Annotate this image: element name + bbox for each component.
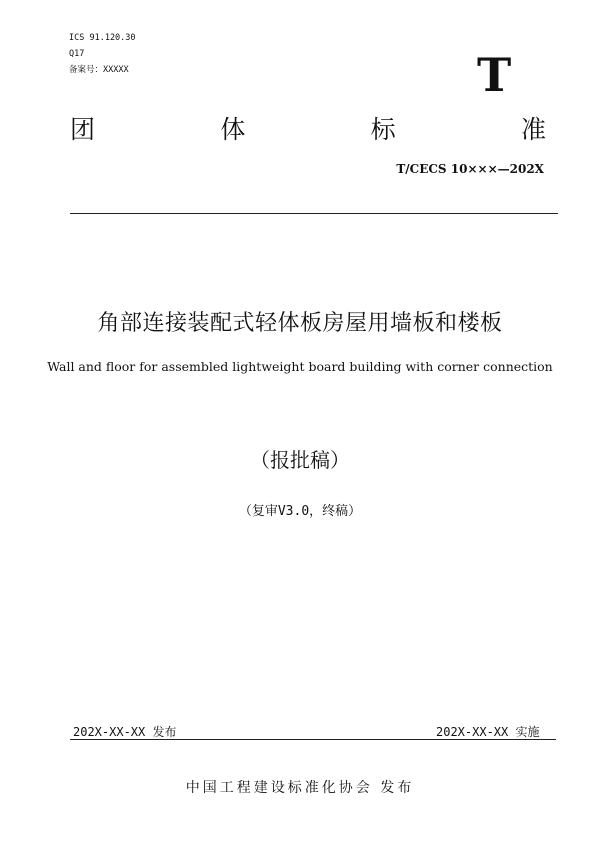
draft-stage: （报批稿） — [250, 448, 350, 472]
title-chinese: 角部连接装配式轻体板房屋用墙板和楼板 — [97, 311, 503, 336]
implementation-date: 202X-XX-XX 实施 — [436, 725, 540, 739]
classification-block — [69, 30, 136, 78]
heading-char: 准 — [520, 115, 546, 144]
heading-char: 标 — [370, 115, 396, 144]
publisher: 中国工程建设标准化协会 发布 — [185, 780, 415, 796]
ics-code: ICS 91.120.30 — [69, 33, 136, 43]
heading-char: 团 — [70, 115, 96, 144]
issue-date: 202X-XX-XX 发布 — [73, 725, 177, 739]
standard-number: T/CECS 10×××—202X — [396, 162, 544, 176]
draft-version: （复审V3.0，终稿） — [238, 504, 362, 519]
title-english: Wall and floor for assembled lightweight board building with corner connection — [47, 359, 553, 374]
standard-type-letter: T — [477, 48, 512, 102]
heading-char: 体 — [220, 115, 246, 144]
record-number: 备案号：XXXXX — [69, 65, 129, 75]
bottom-divider — [70, 739, 556, 740]
top-divider — [70, 213, 558, 214]
group-standard-heading — [70, 114, 546, 146]
ccs-code: Q17 — [69, 49, 85, 59]
